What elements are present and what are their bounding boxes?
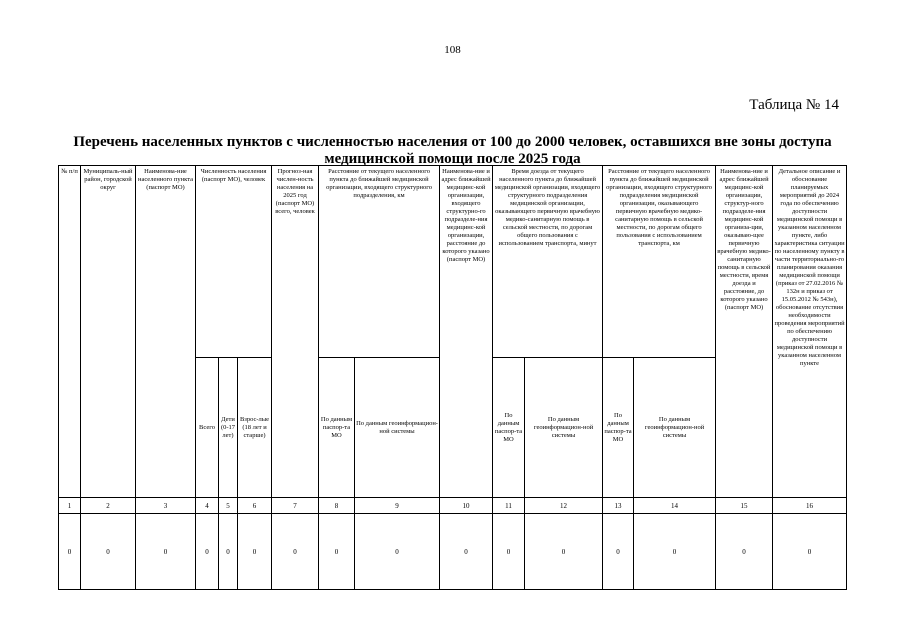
column-number: 7 [272, 498, 319, 514]
header-col-1: № п/п [59, 166, 81, 498]
header-col-6: Взрос-лые (18 лет и старше) [238, 358, 272, 498]
table-cell: 0 [603, 514, 634, 590]
column-number: 3 [136, 498, 196, 514]
header-col-11: По данным паспор-та МО [493, 358, 525, 498]
header-col-4: Всего [196, 358, 219, 498]
header-col-8: По данным паспор-та МО [319, 358, 355, 498]
column-number: 4 [196, 498, 219, 514]
column-number: 2 [81, 498, 136, 514]
page-number: 108 [444, 44, 461, 56]
table-cell: 0 [440, 514, 493, 590]
column-number: 9 [355, 498, 440, 514]
table-cell: 0 [136, 514, 196, 590]
header-col-16: Детальное описание и обоснование планируемых мероприятий до 2024 года по обеспечению доступности медицинской помощи в указанном населенном пункте, либо характеристика ситуации по населенному пункту в части территориально-го планирования оказания медицинской помощи (приказ от 27.02.2016 № 132н и приказ от 15.05.2012 № 543н), обоснование отсутствия необходимости проведения мероприятий по обеспечению доступности медицинской помощи в указанном населенном пункте [773, 166, 847, 498]
header-col-10: Наименова-ние и адрес ближайшей медицинс-кой организации, входящего структурно-го подразделе-ния медицинс-кой организации, расстояние до которого указано (паспорт МО) [440, 166, 493, 498]
column-number: 12 [525, 498, 603, 514]
header-col-14: По данным геоинформацион-ной системы [634, 358, 716, 498]
column-number: 11 [493, 498, 525, 514]
column-number: 16 [773, 498, 847, 514]
table-cell: 0 [493, 514, 525, 590]
table-cell: 0 [355, 514, 440, 590]
table-cell: 0 [319, 514, 355, 590]
document-title: Перечень населенных пунктов с численностью населения от 100 до 2000 человек, оставшихся вне зоны доступа медицинской помощи после 2025 года [73, 134, 832, 167]
table-cell: 0 [716, 514, 773, 590]
header-col-12: По данным геоинформацион-ной системы [525, 358, 603, 498]
table-cell: 0 [238, 514, 272, 590]
column-number: 5 [219, 498, 238, 514]
population-table [58, 165, 847, 590]
table-cell: 0 [525, 514, 603, 590]
header-group-population: Численность населения (паспорт МО), человек [196, 166, 272, 358]
header-group-time-primary: Время доезда от текущего населенного пункта до ближайшей медицинской организации, входящего структурного подразделения медицинской организации, оказывающего первичную врачебную медико-санитарную помощь в сельской местности, по дорогам общего пользования с использованием транспорта, минут [493, 166, 603, 358]
column-number: 8 [319, 498, 355, 514]
column-number: 1 [59, 498, 81, 514]
column-number: 14 [634, 498, 716, 514]
table-cell: 0 [81, 514, 136, 590]
table-cell: 0 [773, 514, 847, 590]
table-cell: 0 [634, 514, 716, 590]
table-row [59, 514, 847, 590]
header-col-13: По данным паспор-та МО [603, 358, 634, 498]
header-col-3: Наименова-ние населенного пункта (паспорт МО) [136, 166, 196, 498]
column-number: 15 [716, 498, 773, 514]
table-cell: 0 [59, 514, 81, 590]
column-number: 13 [603, 498, 634, 514]
header-group-distance-primary: Расстояние от текущего населенного пункта до ближайшей медицинской организации, входящего структурного подразделения медицинской организации, оказывающего первичную врачебную медико-санитарную помощь в сельской местности, по дорогам общего пользования с использованием транспорта, км [603, 166, 716, 358]
header-col-15: Наименова-ние и адрес ближайшей медицинс-кой организации, структур-ного подразделе-ния медицинс-кой организа-ции, оказываю-щее первичную врачебную медико-санитарную помощь в сельской местности, время доезда и расстояние, до которого указано (паспорт МО) [716, 166, 773, 498]
header-col-9: По данным геоинформацион-ной системы [355, 358, 440, 498]
header-col-7: Прогноз-ная числен-ность населения на 2025 год (паспорт МО) всего, человек [272, 166, 319, 498]
table-cell: 0 [196, 514, 219, 590]
header-group-distance-structural: Расстояние от текущего населенного пункта до ближайшей медицинской организации, входящего структурного подразделения, км [319, 166, 440, 358]
table-cell: 0 [272, 514, 319, 590]
header-col-2: Муниципаль-ный район, городской округ [81, 166, 136, 498]
table-cell: 0 [219, 514, 238, 590]
header-col-5: Дети (0-17 лет) [219, 358, 238, 498]
column-number: 10 [440, 498, 493, 514]
column-number: 6 [238, 498, 272, 514]
table-number: Таблица № 14 [749, 97, 839, 113]
